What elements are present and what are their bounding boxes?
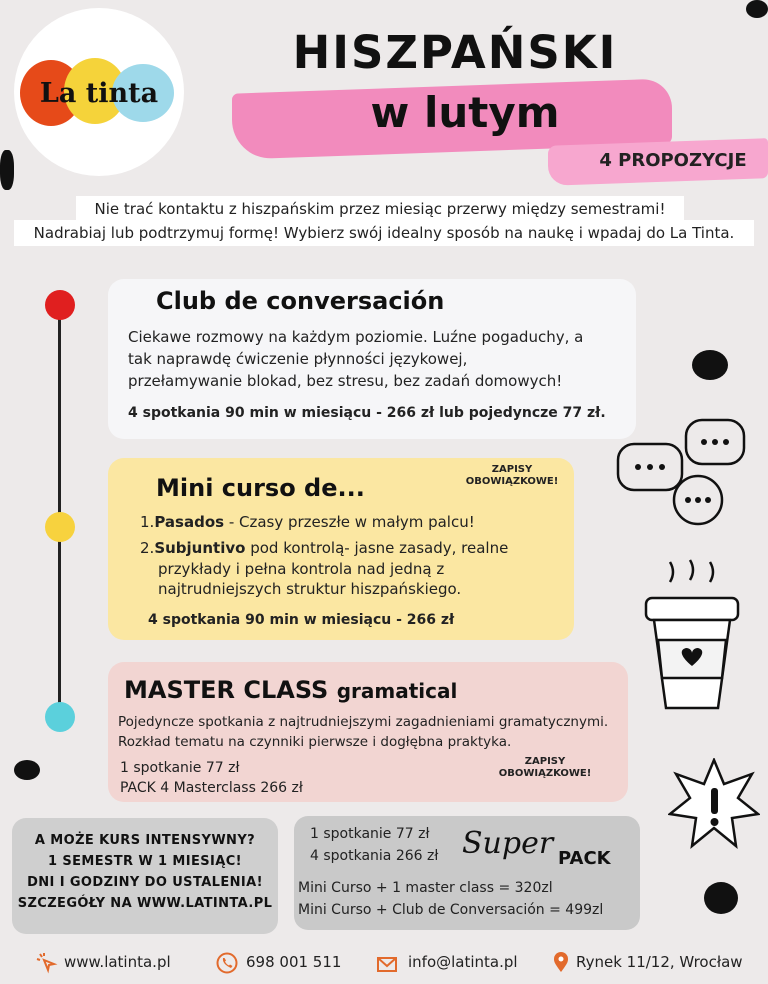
propositions-badge: 4 PROPOZYCJE: [599, 150, 747, 171]
club-desc-1: Ciekawe rozmowy na każdym poziomie. Luźne pogaduchy, a: [128, 328, 584, 346]
club-desc-3: przełamywanie blokad, bez stresu, bez zadań domowych!: [128, 372, 563, 390]
email-icon: [376, 952, 398, 974]
club-desc-2: tak naprawdę ćwiczenie płynności językowej,: [128, 350, 468, 368]
mini-item-2-line-2: przykłady i pełna kontrola nad jedną z: [158, 560, 445, 578]
logo-text: La tinta: [39, 78, 159, 109]
page-title: HISZPAŃSKI: [292, 26, 618, 79]
ink-splatter: [0, 150, 14, 190]
master-class-card: [108, 662, 628, 802]
club-price: 4 spotkania 90 min w miesiącu - 266 zł lub pojedyncze 77 zł.: [128, 405, 606, 421]
master-title: MASTER CLASS gramatical: [124, 676, 458, 704]
ink-splatter: [704, 882, 738, 914]
mini-item-2: 2.Subjuntivo pod kontrolą- jasne zasady, realne: [140, 539, 509, 557]
ink-splatter: [746, 0, 768, 18]
intensive-line-4: SZCZEGÓŁY NA WWW.LATINTA.PL: [17, 896, 273, 911]
club-card: [108, 279, 636, 439]
master-required-badge: ZAPISY OBOWIĄZKOWE!: [498, 756, 592, 779]
master-price-2: PACK 4 Masterclass 266 zł: [120, 780, 303, 796]
intro-line-1: Nie trać kontaktu z hiszpańskim przez miesiąc przerwy między semestrami!: [76, 196, 684, 222]
phone-icon: [216, 952, 238, 974]
mini-item-1: 1.Pasados - Czasy przeszłe w małym palcu!: [140, 513, 475, 531]
pack-label: PACK: [558, 848, 611, 869]
super-pack-box: [294, 816, 640, 930]
intro-line-2: Nadrabiaj lub podtrzymuj formę! Wybierz swój idealny sposób na naukę i wpadaj do La Tinta.: [14, 220, 754, 246]
master-desc-1: Pojedyncze spotkania z najtrudniejszymi zagadnieniami gramatycznymi.: [118, 714, 609, 730]
timeline-dot-yellow: [45, 512, 75, 542]
mini-curso-card: [108, 458, 574, 640]
timeline-dot-red: [45, 290, 75, 320]
exclamation-burst-icon: [668, 758, 760, 850]
super-label: Super: [462, 826, 554, 861]
master-desc-2: Rozkład tematu na czynniki pierwsze i dogłębna praktyka.: [118, 734, 512, 750]
pack-line-4: Mini Curso + Club de Conversación = 499zl: [298, 902, 604, 918]
pack-line-3: Mini Curso + 1 master class = 320zl: [298, 880, 553, 896]
mini-item-2-line-3: najtrudniejszych struktur hiszpańskiego.: [158, 580, 462, 598]
page-subtitle: w lutym: [370, 88, 560, 137]
pack-line-1: 1 spotkanie 77 zł: [310, 826, 430, 842]
intensive-line-2: 1 SEMESTR W 1 MIESIĄC!: [47, 854, 243, 869]
master-price-1: 1 spotkanie 77 zł: [120, 760, 240, 776]
timeline-dot-teal: [45, 702, 75, 732]
coffee-cup-icon: [640, 556, 750, 716]
footer-address: Rynek 11/12, Wrocław: [576, 953, 743, 971]
mini-price: 4 spotkania 90 min w miesiącu - 266 zł: [148, 612, 455, 628]
mini-required-badge: ZAPISY OBOWIĄZKOWE!: [465, 464, 559, 487]
ink-splatter: [14, 760, 40, 780]
mini-title: Mini curso de...: [156, 474, 365, 502]
location-pin-icon: [550, 951, 572, 973]
intensive-line-1: A MOŻE KURS INTENSYWNY?: [34, 833, 256, 848]
intensive-course-box: [12, 818, 278, 934]
brand-logo: [14, 8, 184, 176]
club-title: Club de conversación: [156, 287, 445, 315]
intensive-line-3: DNI I GODZINY DO USTALENIA!: [27, 875, 263, 890]
ink-splatter: [692, 350, 728, 380]
footer-email[interactable]: info@latinta.pl: [408, 953, 518, 971]
footer-phone[interactable]: 698 001 511: [246, 953, 342, 971]
footer: [0, 948, 768, 980]
speech-bubbles-icon: [614, 414, 754, 530]
pack-line-2: 4 spotkania 266 zł: [310, 848, 439, 864]
cursor-click-icon: [36, 952, 58, 974]
footer-website-link[interactable]: www.latinta.pl: [64, 953, 171, 971]
